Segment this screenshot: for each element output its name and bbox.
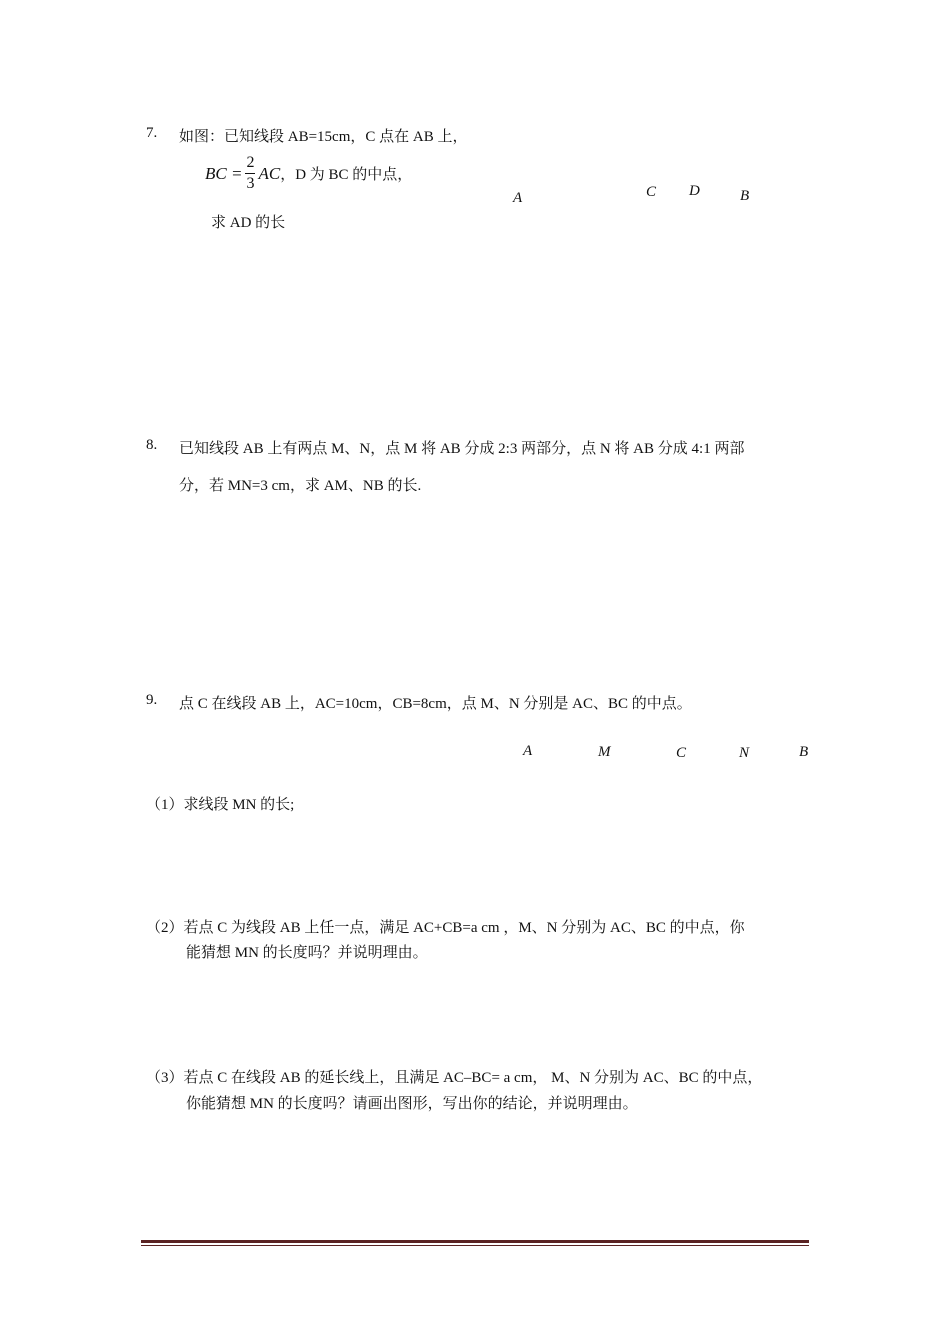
q7-formula-line [205,155,412,192]
q8-line2: 分，若 MN=3 cm，求 AM、NB 的长. [179,478,422,494]
q7-formula-rhs: AC [258,163,281,183]
q9-point-n-label: N [739,745,750,761]
q9-point-c-label: C [676,745,687,761]
q7-point-c-label: C [646,184,657,200]
q7-point-b-label: B [740,188,750,204]
q9-part3-line1: （3）若点 C 在线段 AB 的延长线上，且满足 AC–BC= a cm， M、N 分别为 AC、BC 的中点， [146,1070,763,1086]
q7-formula-lhs: BC = [205,163,243,183]
q9-part3-line2: 你能猜想 MN 的长度吗？请画出图形，写出你的结论，并说明理由。 [186,1096,638,1112]
q9-point-a-label: A [523,743,533,759]
q8-line1: 已知线段 AB 上有两点 M、N，点 M 将 AB 分成 2:3 两部分，点 N 将 AB 分成 4:1 两部 [179,441,745,457]
q7-line1: 如图：已知线段 AB=15cm，C 点在 AB 上， [179,129,468,145]
q7-fraction [245,155,255,192]
q9-part2-line1: （2）若点 C 为线段 AB 上任一点，满足 AC+CB=a cm ，M、N 分别为 AC、BC 的中点，你 [146,920,745,936]
q9-point-b-label: B [799,744,809,760]
q7-fraction-numerator: 2 [246,154,255,171]
q7-point-d-label: D [689,183,700,199]
q7-line3: 求 AD 的长 [211,215,286,231]
q7-point-a-label: A [513,190,523,206]
q7-number: 7. [146,125,158,141]
q9-part1: （1）求线段 MN 的长; [146,797,295,813]
q8-number: 8. [146,437,158,453]
footer-rule-thick [141,1240,809,1243]
q9-stem: 点 C 在线段 AB 上，AC=10cm，CB=8cm，点 M、N 分别是 AC、BC 的中点。 [179,696,692,712]
q7-formula-tail: ，D 为 BC 的中点， [280,167,413,183]
footer-rule-thin [141,1245,809,1246]
q9-part2-line2: 能猜想 MN 的长度吗？并说明理由。 [186,945,428,961]
q9-number: 9. [146,692,158,708]
q9-point-m-label: M [598,744,611,760]
q7-fraction-denominator: 3 [246,175,255,192]
